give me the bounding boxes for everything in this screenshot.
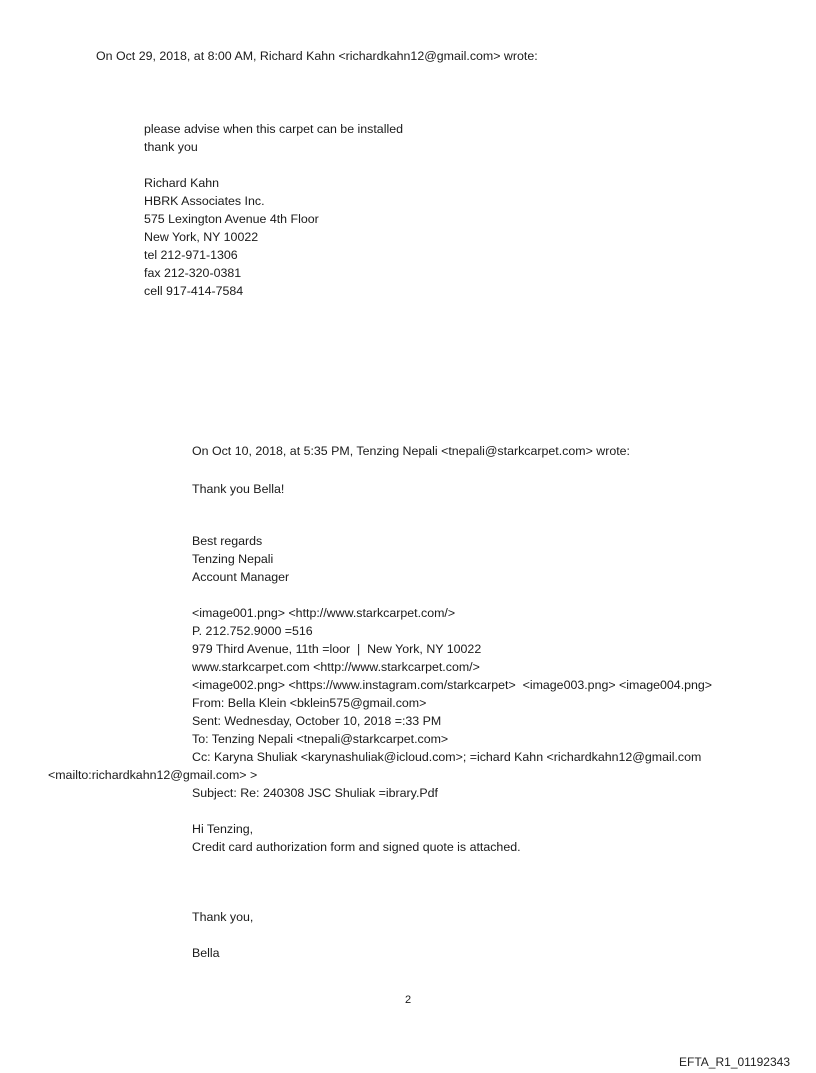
email-header-richard-kahn: On Oct 29, 2018, at 8:00 AM, Richard Kahn <richardkahn12@gmail.com> wrote:	[96, 49, 538, 63]
email-body-line: please advise when this carpet can be installed	[144, 122, 403, 136]
signature-company: HBRK Associates Inc.	[144, 194, 265, 208]
page-number: 2	[404, 994, 412, 1006]
email-to: To: Tenzing Nepali <tnepali@starkcarpet.com>	[192, 732, 449, 746]
company-logo-line: <image001.png> <http://www.starkcarpet.com/>	[192, 606, 456, 620]
email-cc-continued: <mailto:richardkahn12@gmail.com> >	[48, 768, 258, 782]
company-website: www.starkcarpet.com <http://www.starkcarpet.com/>	[192, 660, 480, 674]
signature-name: Tenzing Nepali	[192, 552, 274, 566]
email-body: Credit card authorization form and signed quote is attached.	[192, 840, 521, 854]
signature-name: Richard Kahn	[144, 176, 220, 190]
signature-cell: cell 917-414-7584	[144, 284, 244, 298]
signature-tel: tel 212-971-1306	[144, 248, 238, 262]
email-subject: Subject: Re: 240308 JSC Shuliak =ibrary.Pdf	[192, 786, 438, 800]
email-header-tenzing-nepali: On Oct 10, 2018, at 5:35 PM, Tenzing Nepali <tnepali@starkcarpet.com> wrote:	[192, 444, 630, 458]
signature-closing: Best regards	[192, 534, 263, 548]
email-body-line: thank you	[144, 140, 198, 154]
company-social-images: <image002.png> <https://www.instagram.com/starkcarpet> <image003.png> <image004.png>	[192, 678, 713, 692]
signature-title: Account Manager	[192, 570, 290, 584]
email-closing: Thank you,	[192, 910, 254, 924]
document-id: EFTA_R1_01192343	[679, 1055, 790, 1069]
signature-city: New York, NY 10022	[144, 230, 259, 244]
email-sender-name: Bella	[192, 946, 220, 960]
email-greeting: Hi Tenzing,	[192, 822, 254, 836]
signature-fax: fax 212-320-0381	[144, 266, 242, 280]
email-cc: Cc: Karyna Shuliak <karynashuliak@icloud.com>; =ichard Kahn <richardkahn12@gmail.com	[192, 750, 702, 764]
email-greeting: Thank you Bella!	[192, 482, 285, 496]
email-from: From: Bella Klein <bklein575@gmail.com>	[192, 696, 427, 710]
company-address: 979 Third Avenue, 11th =loor | New York, NY 10022	[192, 642, 482, 656]
signature-address: 575 Lexington Avenue 4th Floor	[144, 212, 319, 226]
company-phone: P. 212.752.9000 =516	[192, 624, 313, 638]
email-sent: Sent: Wednesday, October 10, 2018 =:33 PM	[192, 714, 442, 728]
